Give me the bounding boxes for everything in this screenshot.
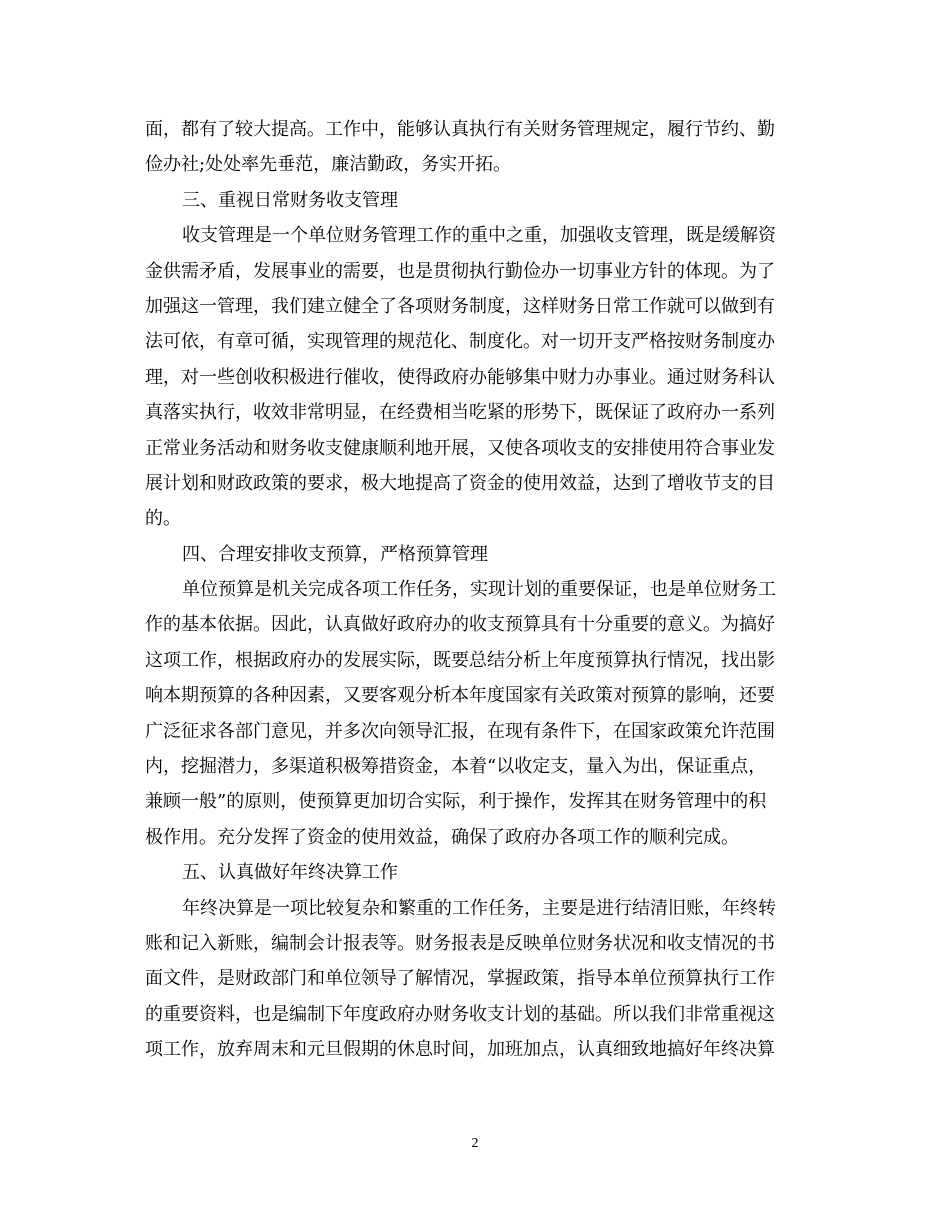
body-line: 内，挖掘潜力，多渠道积极筹措资金，本着“以收定支，量入为出，保证重点， — [145, 756, 767, 778]
body-line: 作的基本依据。因此，认真做好政府办的收支预算具有十分重要的意义。为搞好 — [145, 614, 775, 636]
body-line: 俭办社;处处率先垂范，廉洁勤政，务实开拓。 — [145, 154, 512, 176]
body-line: 兼顾一般”的原则，使预算更加切合实际，利于操作，发挥其在财务管理中的积 — [145, 791, 767, 813]
paragraph-first-line: 年终决算是一项比较复杂和繁重的工作任务，主要是进行结清旧账，年终转 — [182, 897, 776, 919]
body-line: 这项工作，根据政府办的发展实际，既要总结分析上年度预算执行情况，找出影 — [145, 649, 775, 671]
body-line: 金供需矛盾，发展事业的需要，也是贯彻执行勤俭办一切事业方针的体现。为了 — [145, 260, 775, 282]
body-line: 正常业务活动和财务收支健康顺利地开展，又使各项收支的安排使用符合事业发 — [145, 437, 775, 459]
paragraph-first-line: 单位预算是机关完成各项工作任务，实现计划的重要保证，也是单位财务工 — [182, 579, 776, 601]
body-line: 项工作，放弃周末和元旦假期的休息时间，加班加点，认真细致地搞好年终决算 — [145, 1039, 775, 1061]
body-line: 面，都有了较大提高。工作中，能够认真执行有关财务管理规定，履行节约、勤 — [145, 119, 775, 140]
section-heading: 四、合理安排收支预算，严格预算管理 — [182, 543, 488, 565]
body-line: 响本期预算的各种因素，又要客观分析本年度国家有关政策对预算的影响，还要 — [145, 685, 775, 707]
body-line: 广泛征求各部门意见，并多次向领导汇报，在现有条件下，在国家政策允许范围 — [145, 720, 775, 742]
document-body — [145, 112, 805, 1068]
body-line: 极作用。充分发挥了资金的使用效益，确保了政府办各项工作的顺利完成。 — [145, 826, 739, 848]
section-heading: 五、认真做好年终决算工作 — [182, 862, 398, 884]
page-number: 2 — [471, 1136, 479, 1151]
body-line: 面文件，是财政部门和单位领导了解情况，掌握政策，指导本单位预算执行工作 — [145, 968, 775, 990]
body-line: 账和记入新账，编制会计报表等。财务报表是反映单位财务状况和收支情况的书 — [145, 932, 775, 954]
body-line: 加强这一管理，我们建立健全了各项财务制度，这样财务日常工作就可以做到有 — [145, 295, 775, 317]
body-line: 的。 — [145, 508, 181, 530]
body-line: 的重要资料，也是编制下年度政府办财务收支计划的基础。所以我们非常重视这 — [145, 1003, 775, 1025]
body-line: 法可依，有章可循，实现管理的规范化、制度化。对一切开支严格按财务制度办 — [145, 331, 775, 353]
paragraph-first-line: 收支管理是一个单位财务管理工作的重中之重，加强收支管理，既是缓解资 — [182, 225, 776, 247]
body-line: 展计划和财政政策的要求，极大地提高了资金的使用效益，达到了增收节支的目 — [145, 472, 775, 494]
body-line: 理，对一些创收积极进行催收，使得政府办能够集中财力办事业。通过财务科认 — [145, 366, 775, 388]
body-line: 真落实执行，收效非常明显，在经费相当吃紧的形势下，既保证了政府办一系列 — [145, 402, 775, 424]
section-heading: 三、重视日常财务收支管理 — [182, 189, 398, 211]
